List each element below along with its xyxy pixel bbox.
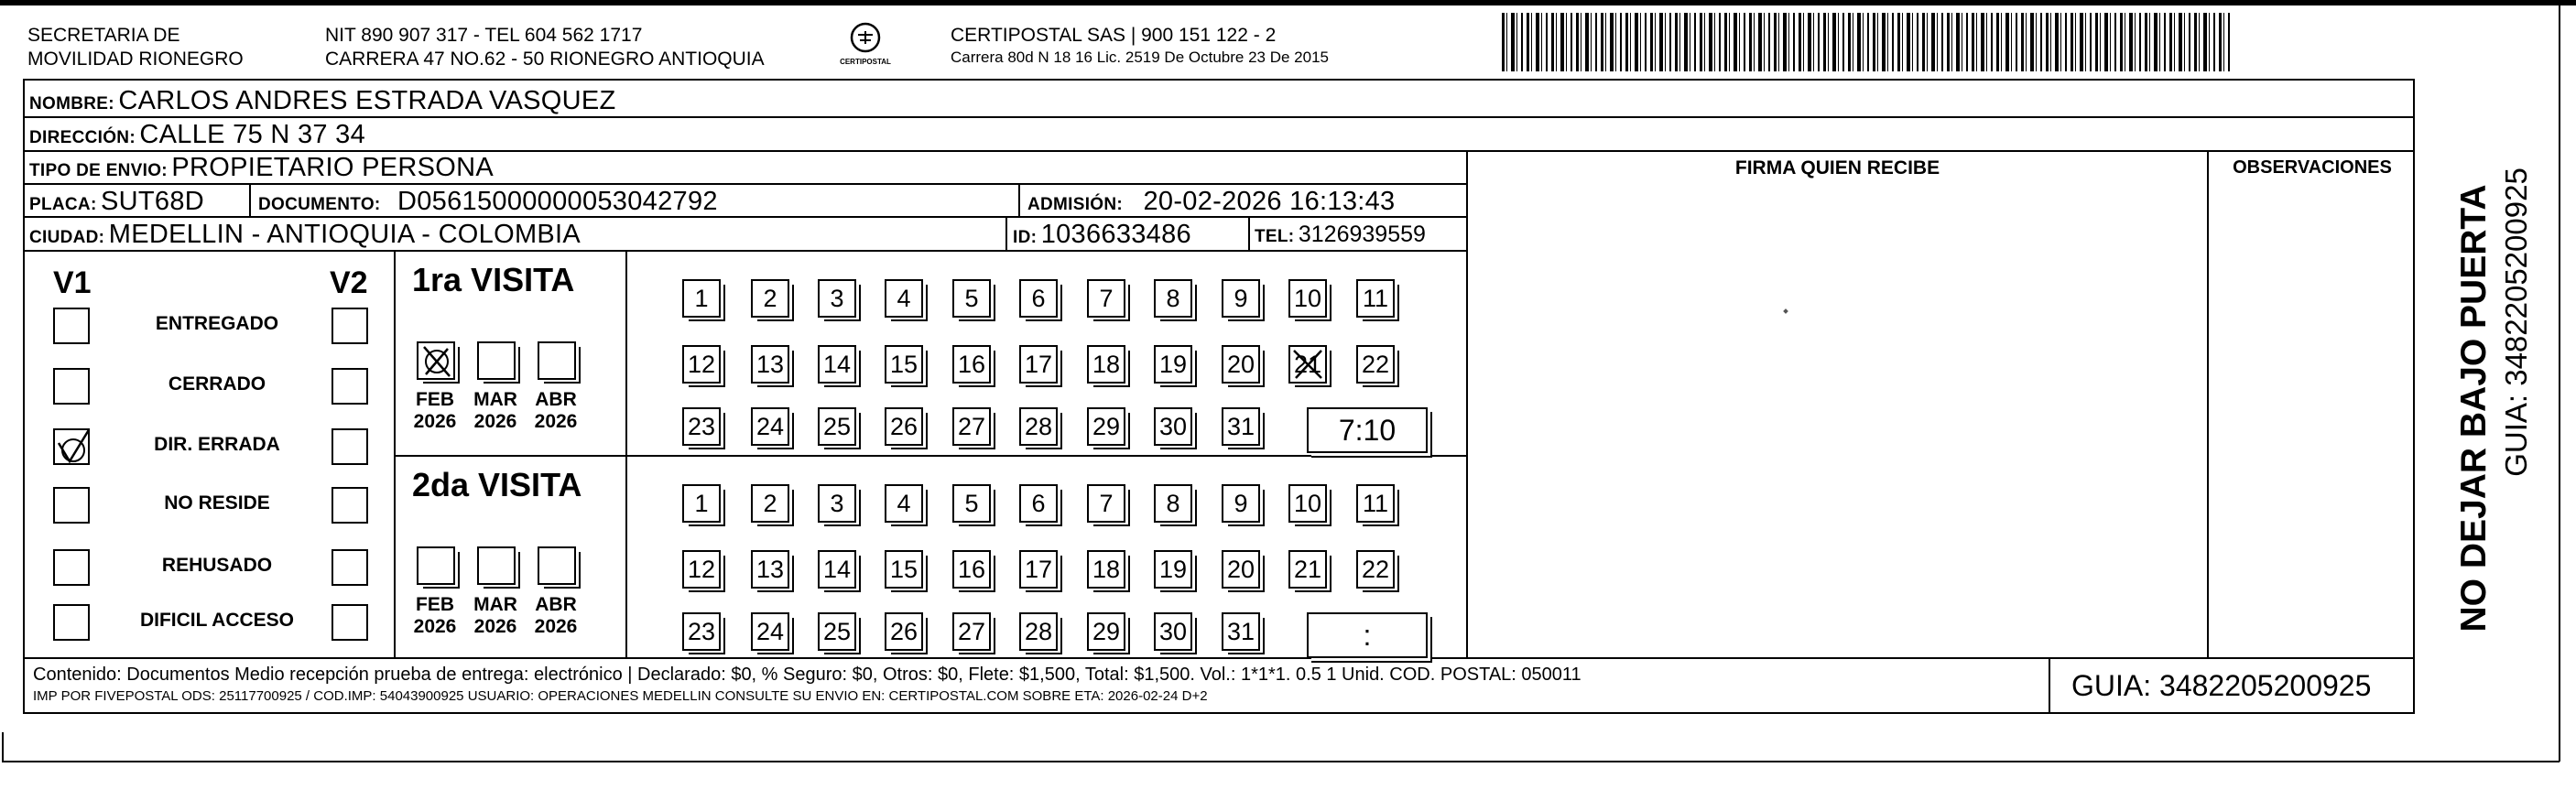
placa-row: PLACA: SUT68D — [29, 187, 205, 216]
firma-header: FIRMA QUIEN RECIBE — [1734, 157, 1940, 178]
side-guia: GUIA: 3482205200925 — [2499, 168, 2533, 477]
rule — [23, 250, 1468, 252]
month-checkbox[interactable] — [477, 546, 516, 585]
page-edge-line — [2559, 0, 2560, 762]
time-box[interactable] — [1307, 612, 1428, 658]
company-info: CERTIPOSTAL SAS | 900 151 122 - 2 Carrera 80d N 18 16 Lic. 2519 De Octubre 23 De 2015 — [951, 25, 1329, 66]
day-box[interactable]: 20 — [1222, 345, 1260, 384]
day-box[interactable]: 27 — [952, 612, 991, 651]
documento-row: DOCUMENTO: D05615000000053042792 — [258, 187, 718, 216]
day-box[interactable]: 12 — [682, 345, 721, 384]
month-checkbox[interactable] — [417, 546, 455, 585]
day-box[interactable]: 1 — [682, 279, 721, 318]
tel-value: 3126939559 — [1298, 222, 1426, 247]
day-box[interactable]: 24 — [751, 407, 789, 446]
rule — [249, 183, 251, 218]
status-label: NO RESIDE — [164, 492, 270, 514]
day-box[interactable]: 5 — [952, 484, 991, 523]
day-box[interactable]: 20 — [1222, 550, 1260, 589]
day-box[interactable]: 3 — [818, 484, 856, 523]
day-box[interactable]: 11 — [1356, 484, 1395, 523]
visit-time: : — [1363, 619, 1372, 652]
rule — [23, 116, 2415, 118]
day-box[interactable]: 4 — [885, 484, 923, 523]
v1-checkbox[interactable] — [53, 487, 90, 524]
v1-checkbox[interactable] — [53, 368, 90, 405]
day-box[interactable]: 16 — [952, 345, 991, 384]
status-label: DIFICIL ACCESO — [139, 610, 294, 631]
day-box[interactable]: 23 — [682, 407, 721, 446]
day-box[interactable]: 13 — [751, 345, 789, 384]
logo-icon — [847, 22, 884, 53]
day-box[interactable]: 15 — [885, 550, 923, 589]
rule — [1005, 216, 1007, 251]
x-mark-icon — [418, 343, 455, 380]
barcode — [1502, 13, 2230, 71]
month-label: ABR 2026 — [534, 389, 578, 432]
day-box[interactable]: 6 — [1019, 279, 1058, 318]
time-box[interactable] — [1307, 407, 1428, 453]
status-label: REHUSADO — [161, 555, 273, 576]
day-box[interactable]: 21 — [1288, 550, 1327, 589]
day-box[interactable]: 13 — [751, 550, 789, 589]
day-box[interactable]: 14 — [818, 345, 856, 384]
ciudad-row: CIUDAD: MEDELLIN - ANTIOQUIA - COLOMBIA — [29, 220, 582, 249]
day-box[interactable]: 7 — [1087, 484, 1125, 523]
status-label: ENTREGADO — [155, 313, 279, 334]
tel-row: TEL: 3126939559 — [1255, 222, 1426, 247]
day-box[interactable]: 29 — [1087, 407, 1125, 446]
day-box[interactable]: 30 — [1154, 612, 1192, 651]
day-box[interactable]: 11 — [1356, 279, 1395, 318]
month-label: MAR 2026 — [473, 594, 517, 637]
v1-checkbox[interactable] — [53, 604, 90, 641]
v1-header: V1 — [53, 265, 92, 300]
day-box[interactable]: 26 — [885, 612, 923, 651]
day-box[interactable]: 18 — [1087, 550, 1125, 589]
rule — [23, 150, 2415, 152]
v2-checkbox[interactable] — [332, 308, 368, 344]
rule — [23, 183, 1468, 185]
day-box[interactable]: 22 — [1356, 345, 1395, 384]
rule — [1248, 216, 1250, 251]
nombre-value: CARLOS ANDRES ESTRADA VASQUEZ — [118, 86, 616, 115]
rule — [2207, 150, 2209, 659]
month-label: FEB 2026 — [413, 389, 457, 432]
day-box[interactable]: 9 — [1222, 279, 1260, 318]
month-checkbox[interactable] — [538, 546, 576, 585]
visit-title: 2da VISITA — [412, 466, 582, 503]
day-box[interactable]: 7 — [1087, 279, 1125, 318]
day-box[interactable]: 2 — [751, 484, 789, 523]
v2-checkbox[interactable] — [332, 604, 368, 641]
day-box[interactable]: 25 — [818, 407, 856, 446]
admision-row: ADMISIÓN: 20-02-2026 16:13:43 — [1027, 187, 1396, 216]
v2-header: V2 — [330, 265, 368, 300]
day-box[interactable]: 2 — [751, 279, 789, 318]
day-box[interactable]: 14 — [818, 550, 856, 589]
day-box[interactable]: 4 — [885, 279, 923, 318]
day-box[interactable]: 5 — [952, 279, 991, 318]
v2-checkbox[interactable] — [332, 487, 368, 524]
day-box[interactable]: 26 — [885, 407, 923, 446]
day-box[interactable]: 15 — [885, 345, 923, 384]
id-row: ID: 1036633486 — [1013, 220, 1191, 249]
observaciones-header: OBSERVACIONES — [2233, 157, 2392, 178]
month-checkbox[interactable] — [417, 341, 455, 380]
status-label: DIR. ERRADA — [154, 434, 280, 455]
day-box[interactable]: 1 — [682, 484, 721, 523]
rule — [23, 657, 2415, 659]
documento-value: D05615000000053042792 — [397, 187, 718, 216]
direccion-value: CALLE 75 N 37 34 — [139, 120, 366, 149]
month-label: ABR 2026 — [534, 594, 578, 637]
day-box[interactable]: 3 — [818, 279, 856, 318]
day-box[interactable]: 27 — [952, 407, 991, 446]
v1-checkbox[interactable] — [53, 549, 90, 586]
rule — [394, 250, 396, 658]
day-box[interactable]: 18 — [1087, 345, 1125, 384]
day-box[interactable]: 9 — [1222, 484, 1260, 523]
day-box[interactable]: 6 — [1019, 484, 1058, 523]
tipo-value: PROPIETARIO PERSONA — [171, 153, 495, 182]
day-box[interactable]: 22 — [1356, 550, 1395, 589]
x-mark-icon — [1290, 347, 1325, 382]
sender-contact: NIT 890 907 317 - TEL 604 562 1717 CARRERA 47 NO.62 - 50 RIONEGRO ANTIOQUIA — [325, 25, 765, 70]
month-label: MAR 2026 — [473, 389, 517, 432]
month-checkbox[interactable] — [477, 341, 516, 380]
month-checkbox[interactable] — [538, 341, 576, 380]
day-box[interactable]: 29 — [1087, 612, 1125, 651]
rule — [2049, 657, 2050, 714]
day-box[interactable]: 8 — [1154, 279, 1192, 318]
certipostal-logo: CERTIPOSTAL — [838, 22, 893, 73]
ciudad-value: MEDELLIN - ANTIOQUIA - COLOMBIA — [108, 220, 582, 249]
placa-value: SUT68D — [101, 187, 205, 216]
page-edge-line — [2, 732, 4, 762]
v2-checkbox[interactable] — [332, 368, 368, 405]
day-box[interactable]: 28 — [1019, 407, 1058, 446]
rule — [1466, 150, 1468, 659]
direccion-row: DIRECCIÓN: CALLE 75 N 37 34 — [29, 120, 366, 149]
day-box[interactable]: 31 — [1222, 612, 1260, 651]
day-box[interactable]: 30 — [1154, 407, 1192, 446]
day-box[interactable]: 19 — [1154, 550, 1192, 589]
nombre-row: NOMBRE: CARLOS ANDRES ESTRADA VASQUEZ — [29, 86, 616, 115]
v1-checkbox[interactable] — [53, 308, 90, 344]
day-box[interactable]: 24 — [751, 612, 789, 651]
day-box[interactable]: 28 — [1019, 612, 1058, 651]
rule — [1018, 183, 1020, 218]
v2-checkbox[interactable] — [332, 428, 368, 465]
day-box[interactable]: 17 — [1019, 550, 1058, 589]
footer-content: Contenido: Documentos Medio recepción prueba de entrega: electrónico | Declarado: $0, % Seguro: $0, Otros: $0, Flete: $1,500, Total: $1,500. Vol.: 1*1*1. 0.5 1 Unid. COD. POSTAL: 050011 IMP POR FIVEPOSTAL ODS: 25117700925 / COD.IMP: 54043900925 USUARIO: OPERACIONES MEDELLIN CONSULTE SU ENVIO EN: CERTIPOSTAL.COM SOBRE ETA: 2026-02-24 D+2 — [33, 665, 1581, 704]
no-dejar-notice: NO DEJAR BAJO PUERTA — [2454, 184, 2494, 632]
v1-checkbox[interactable] — [53, 428, 90, 465]
visit-title: 1ra VISITA — [412, 261, 575, 298]
rule — [394, 455, 1468, 457]
rule — [625, 250, 627, 658]
day-box[interactable]: 31 — [1222, 407, 1260, 446]
check-mark-icon — [55, 430, 92, 467]
day-box[interactable]: 17 — [1019, 345, 1058, 384]
day-box[interactable]: 16 — [952, 550, 991, 589]
admision-value: 20-02-2026 16:13:43 — [1143, 187, 1396, 216]
month-label: FEB 2026 — [413, 594, 457, 637]
footer-guia: GUIA: 3482205200925 — [2071, 669, 2372, 702]
scan-edge-band — [0, 0, 2576, 5]
visit-time: 7:10 — [1338, 414, 1397, 447]
day-box[interactable]: 10 — [1288, 484, 1327, 523]
day-box[interactable]: 23 — [682, 612, 721, 651]
day-box[interactable]: 8 — [1154, 484, 1192, 523]
sender-name: SECRETARIA DE MOVILIDAD RIONEGRO — [27, 25, 244, 70]
page-edge-line — [2, 761, 2560, 762]
day-box[interactable]: 19 — [1154, 345, 1192, 384]
id-value: 1036633486 — [1040, 220, 1191, 249]
day-box[interactable]: 25 — [818, 612, 856, 651]
v2-checkbox[interactable] — [332, 549, 368, 586]
day-box[interactable]: 10 — [1288, 279, 1327, 318]
tipo-row: TIPO DE ENVIO: PROPIETARIO PERSONA — [29, 153, 495, 182]
day-box[interactable]: 21 — [1288, 345, 1327, 384]
day-box[interactable]: 12 — [682, 550, 721, 589]
status-label: CERRADO — [168, 373, 266, 395]
